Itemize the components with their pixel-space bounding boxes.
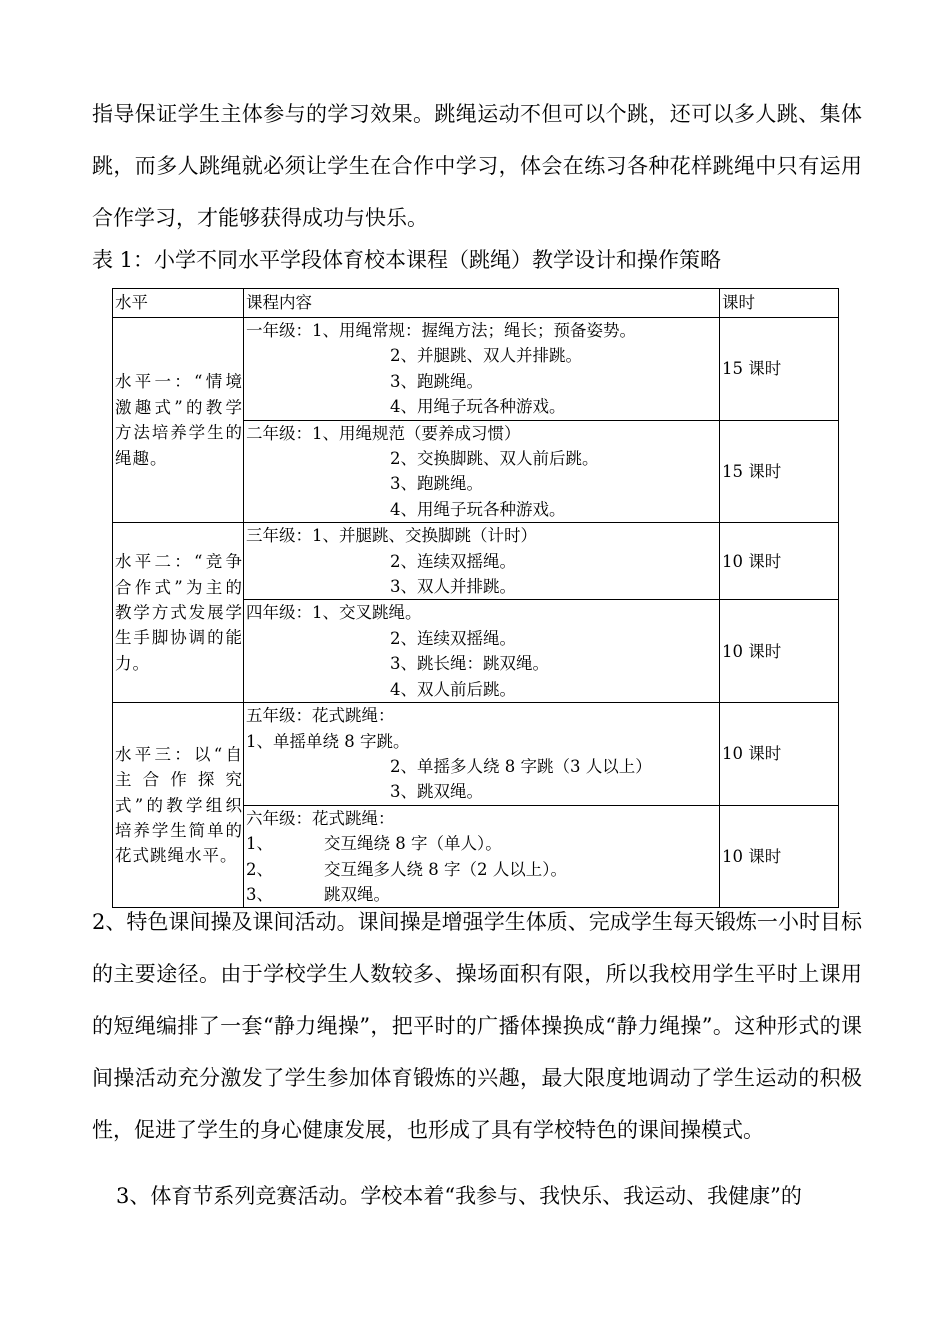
grade-4-line-3: 3、跳长绳：跳双绳。 (390, 654, 549, 674)
grade-3-hours: 10 课时 (720, 523, 839, 600)
level-2-cell: 水平二：“竞争合作式”为主的教学方式发展学生手脚协调的能力。 (113, 523, 244, 703)
grade-6-content (244, 805, 720, 908)
grade-6-hours: 10 课时 (720, 805, 839, 908)
grade-4-hours: 10 课时 (720, 600, 839, 703)
grade-1-line-4: 4、用绳子玩各种游戏。 (390, 397, 566, 417)
grade-5-line-2: 1、单摇单绕 8 字跳。 (246, 731, 410, 751)
grade-2-line-3: 3、跑跳绳。 (390, 474, 483, 494)
header-content: 课程内容 (244, 289, 720, 318)
grade-1-content (244, 318, 720, 421)
grade-6-num-2: 2、 (246, 859, 273, 879)
body-paragraph-2: 2、特色课间操及课间活动。课间操是增强学生体质、完成学生每天锻炼一小时目标的主要途径。由于学校学生人数较多、操场面积有限，所以我校用学生平时上课用的短绳编排了一套“静力绳操”，把平时的广播体操换成“静力绳操”。这种形式的课间操活动充分激发了学生参加体育锻炼的兴趣，最大限度地调动了学生运动的积极性，促进了学生的身心健康发展，也形成了具有学校特色的课间操模式。 (92, 910, 862, 1142)
grade-5-line-1: 五年级：花式跳绳： (246, 706, 395, 726)
grade-2-hours: 15 课时 (720, 420, 839, 523)
grade-2-line-4: 4、用绳子玩各种游戏。 (390, 499, 566, 519)
table-row (113, 523, 839, 600)
grade-1-hours: 15 课时 (720, 318, 839, 421)
grade-3-line-2: 2、连续双摇绳。 (390, 551, 516, 571)
grade-4-content (244, 600, 720, 703)
grade-4-line-4: 4、双人前后跳。 (390, 679, 516, 699)
header-hours: 课时 (720, 289, 839, 318)
grade-1-line-2: 2、并腿跳、双人并排跳。 (390, 346, 582, 366)
level-3-cell: 水平三：以“自主合作探究式”的教学组织培养学生简单的花式跳绳水平。 (113, 703, 244, 908)
grade-4-line-1: 四年级：1、交叉跳绳。 (246, 603, 422, 623)
level-1-cell: 水平一：“情境激趣式”的教学方法培养学生的绳趣。 (113, 318, 244, 523)
grade-4-line-2: 2、连续双摇绳。 (390, 628, 516, 648)
table-row (113, 703, 839, 806)
grade-1-line-1: 一年级：1、用绳常规：握绳方法；绳长；预备姿势。 (246, 321, 636, 340)
grade-6-text-2: 交互绳多人绕 8 字（2 人以上）。 (324, 859, 567, 879)
grade-1-line-3: 3、跑跳绳。 (390, 371, 483, 391)
header-level: 水平 (113, 289, 244, 318)
table-caption: 表 1：小学不同水平学段体育校本课程（跳绳）教学设计和操作策略 (92, 248, 722, 272)
grade-2-content (244, 420, 720, 523)
table-row (113, 318, 839, 421)
course-table (112, 288, 839, 908)
grade-5-content (244, 703, 720, 806)
grade-6-num-3: 3、 (246, 884, 273, 904)
grade-6-line-2 (246, 831, 719, 856)
grade-6-line-1: 六年级：花式跳绳： (246, 808, 395, 828)
grade-3-line-3: 3、双人并排跳。 (390, 577, 516, 597)
grade-6-num-1: 1、 (246, 834, 273, 854)
grade-2-line-1: 二年级：1、用绳规范（要养成习惯） (246, 423, 521, 443)
grade-3-line-1: 三年级：1、并腿跳、交换脚跳（计时） (246, 526, 537, 546)
body-paragraph-1: 指导保证学生主体参与的学习效果。跳绳运动不但可以个跳，还可以多人跳、集体跳，而多人跳绳就必须让学生在合作中学习，体会在练习各种花样跳绳中只有运用合作学习，才能够获得成功与快乐。 (92, 102, 862, 230)
body-paragraph-3: 3、体育节系列竞赛活动。学校本着“我参与、我快乐、我运动、我健康”的 (116, 1184, 802, 1208)
grade-5-line-4: 3、跳双绳。 (390, 782, 483, 802)
grade-2-line-2: 2、交换脚跳、双人前后跳。 (390, 449, 599, 469)
table-header-row (113, 289, 839, 318)
grade-5-hours: 10 课时 (720, 703, 839, 806)
grade-5-line-3: 2、单摇多人绕 8 字跳（3 人以上） (390, 756, 652, 776)
grade-3-content (244, 523, 720, 600)
grade-6-text-3: 跳双绳。 (324, 884, 390, 904)
grade-6-text-1: 交互绳绕 8 字（单人）。 (324, 834, 502, 854)
grade-6-line-3 (246, 857, 719, 882)
